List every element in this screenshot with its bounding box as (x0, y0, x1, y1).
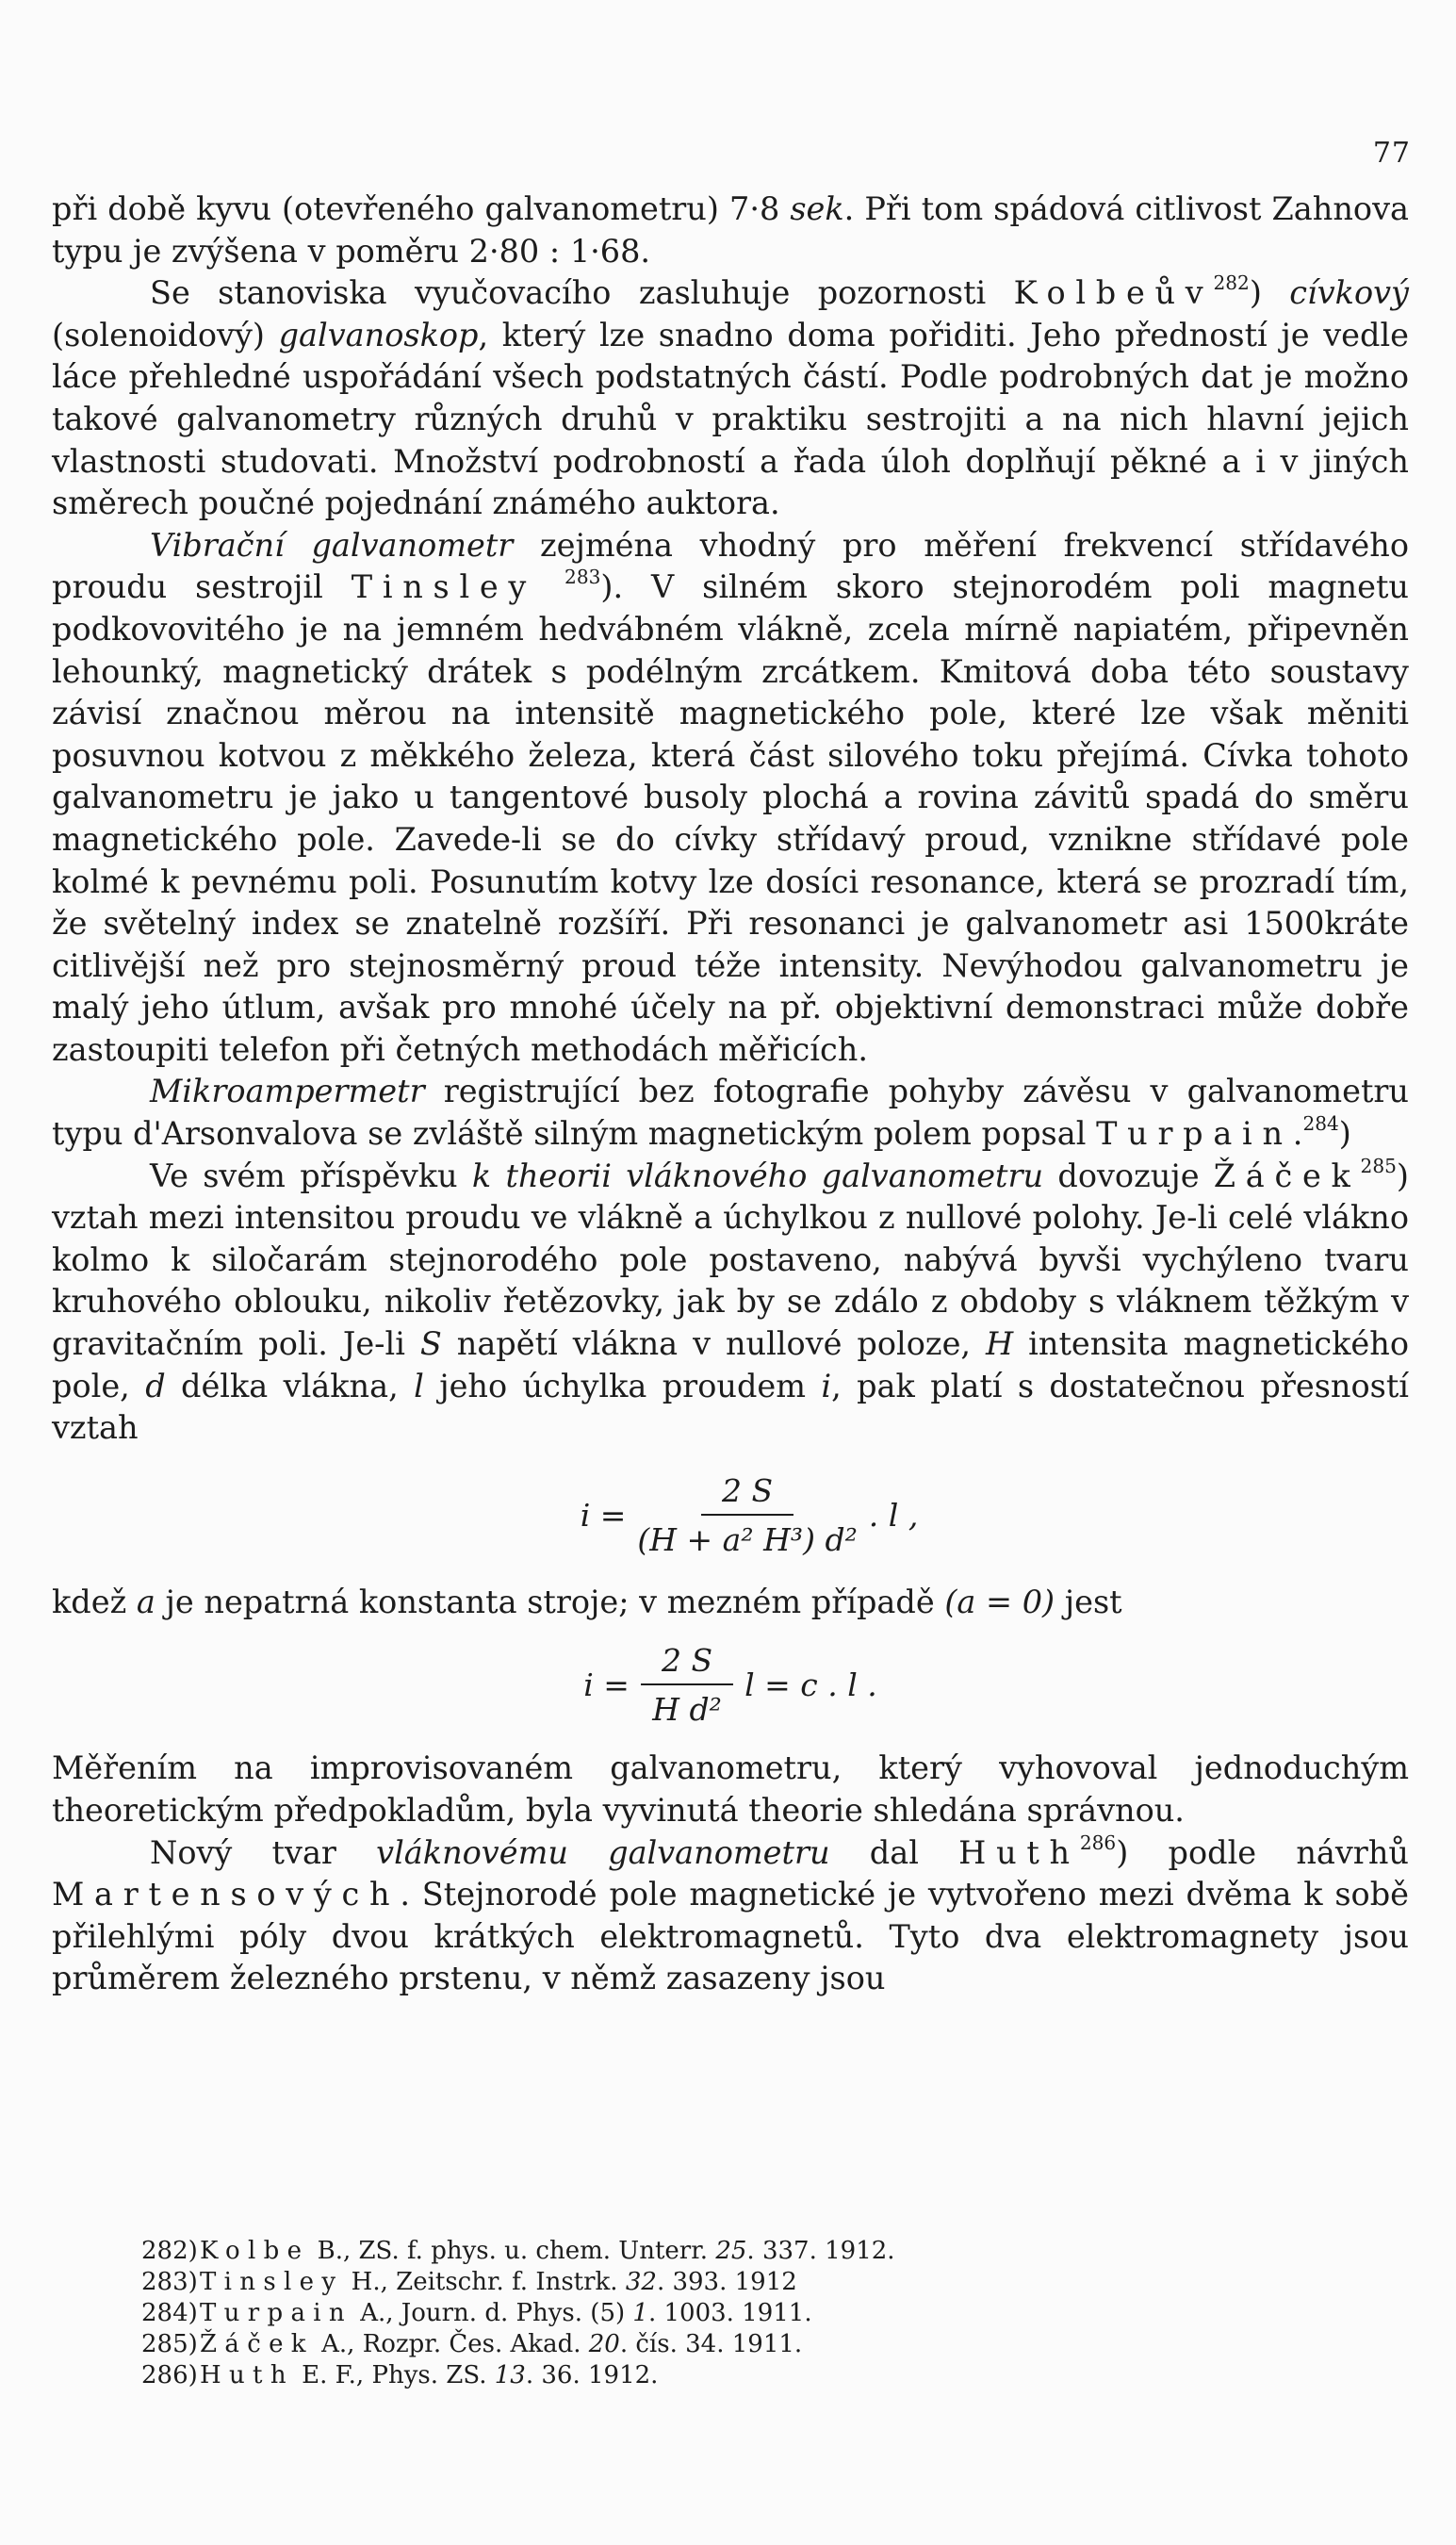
formula-numerator: 2 S (641, 1642, 733, 1685)
paragraph-8: Nový tvar vláknovému galvanometru dal Huth$^{286}$) podle návrhů Martensových. Stejnorodé pole magnetické je vytvořeno mezi dvěma k sobě přilehlými póly dvou krátkých elektromagnetů. Tyto dva elektromagnety jsou průměrem železného prstenu, v němž zasazeny jsou (52, 1831, 1409, 1997)
footnote-ref: 283 (564, 566, 601, 589)
paragraph-5: Ve svém příspěvku k theorii vláknového galvanometru dovozuje Žáček$^{285}$) vztah mezi intensitou proudu ve vlákně a úchylkou z nullové polohy. Je-li celé vlákno kolmo k siločarám stejnorodého pole postaveno, nabývá byvši vychýleno tvaru kruhového oblouku, nikoliv řetězovky, jak by se zdálo z obdoby s vláknem těžkým v gravitačním poli. Je-li S napětí vlákna v nullové poloze, H intensita magnetického pole, d délka vlákna, l jeho úchylka proudem i, pak platí s dostatečnou přesností vztah (52, 1154, 1409, 1447)
author-name: Turpain (1096, 1115, 1293, 1153)
page-number: 77 (1372, 137, 1411, 170)
formula-1 (52, 1450, 1409, 1582)
footnote: 284) Turpain A., Journ. d. Phys. (5) 1. 1003. 1911. (141, 2299, 812, 2327)
footnotes (141, 2236, 1366, 2391)
formula-rhs: l = c . l . (744, 1667, 877, 1704)
formula-lhs: i = (583, 1667, 630, 1704)
author-name: Žáček (1213, 1157, 1361, 1194)
paragraph-1: při době kyvu (otevřeného galvanometru) 7·8 sek. Při tom spádová citlivost Zahnova typu je zvýšena v poměru 2·80 : 1·68. (52, 190, 1409, 270)
footnote-mark: 284) (141, 2299, 198, 2327)
footnote: 283) Tinsley H., Zeitschr. f. Instrk. 32. 393. 1912 (141, 2268, 797, 2296)
formula-2 (52, 1623, 1409, 1748)
paragraph-3: Vibrační galvanometr zejména vhodný pro měření frekvencí střídavého proudu sestrojil Tinsley $^{283}$). V silném skoro stejnorodém poli magnetu podkovovitého je na jemném hedvábném vlákně, zcela mírně napiatém, připevněn lehounký, magnetický drátek s podélným zrcátkem. Kmitová doba této soustavy závisí značnou měrou na intensitě magnetického pole, které lze však měniti posuvnou kotvou z měkkého železa, která část silového toku přejímá. Cívka tohoto galvanometru je jako u tangentové busoly plochá a rovina závitů spadá do směru magnetického pole. Zavede-li se do cívky střídavý proud, vznikne střídavé pole kolmé k pevnému poli. Posunutím kotvy lze dosíci resonance, která se prozradí tím, že světelný index se znatelně rozšíří. Při resonanci je galvanometr asi 1500kráte citlivější než pro stejnosměrný proud téže intensity. Nevýhodou galvanometru je malý jeho útlum, avšak pro mnohé účely na př. objektivní demonstraci může dobře zastoupiti telefon při četných methodách měřicích. (52, 526, 1409, 1068)
footnote: 286) Huth E. F., Phys. ZS. 13. 36. 1912. (141, 2361, 659, 2389)
footnote-ref: 284 (1302, 1112, 1339, 1135)
formula-rhs: . l , (868, 1496, 919, 1534)
footnote-ref: 285 (1360, 1154, 1397, 1177)
formula-lhs: i = (580, 1496, 627, 1534)
author-name: Tinsley (351, 568, 537, 606)
footnote-mark: 286) (141, 2361, 198, 2389)
footnote-author: Žáček (200, 2330, 314, 2358)
footnote: 282) Kolbe B., ZS. f. phys. u. chem. Unterr. 25. 337. 1912. (141, 2237, 895, 2265)
body-text (52, 189, 1409, 2000)
footnote-author: Turpain (200, 2299, 352, 2327)
footnote-mark: 283) (141, 2268, 198, 2296)
author-name: Kolbeův (1013, 274, 1214, 312)
formula-fraction (637, 1472, 857, 1559)
footnote-author: Huth (200, 2361, 294, 2389)
footnote-ref: 286 (1079, 1831, 1117, 1854)
paragraph-2: Se stanoviska vyučovacího zasluhuje pozornosti Kolbeův$^{282}$) cívkový (solenoidový) galvanoskop, který lze snadno doma pořiditi. Jeho předností je vedle láce přehledné uspořádání všech podstatných částí. Podle podrobných dat je možno takové galvanometry různých druhů v praktiku sestrojiti a na nich hlavní jejich vlastnosti studovati. Množství podrobností a řada úloh doplňují pěkné a i v jiných směrech poučné pojednání známého auktora. (52, 271, 1409, 522)
footnote-author: Tinsley (200, 2268, 344, 2296)
footnote-mark: 285) (141, 2330, 198, 2358)
author-name: Martensových (52, 1876, 401, 1913)
footnote: 285) Žáček A., Rozpr. Čes. Akad. 20. čís. 34. 1911. (141, 2330, 803, 2358)
footnote-author: Kolbe (200, 2237, 310, 2265)
footnote-ref: 282 (1213, 271, 1250, 295)
paragraph-7: Měřením na improvisovaném galvanometru, který vyhovoval jednoduchým theoretickým předpokladům, byla vyvinutá theorie shledána správnou. (52, 1749, 1409, 1829)
paragraph-4: Mikroampermetr registrující bez fotografie pohyby závěsu v galvanometru typu d'Arsonvalova se zvláště silným magnetickým polem popsal Turpain.$^{284}$) (52, 1073, 1409, 1153)
formula-denominator: (H + a² H³) d² (637, 1520, 858, 1558)
author-name: Huth (958, 1833, 1080, 1871)
formula-denominator: H d² (652, 1691, 722, 1729)
formula-numerator: 2 S (701, 1472, 793, 1516)
paragraph-6: kdež a je nepatrná konstanta stroje; v mezném případě (a = 0) jest (52, 1583, 1122, 1620)
footnote-mark: 282) (141, 2237, 198, 2265)
formula-fraction (641, 1642, 733, 1729)
